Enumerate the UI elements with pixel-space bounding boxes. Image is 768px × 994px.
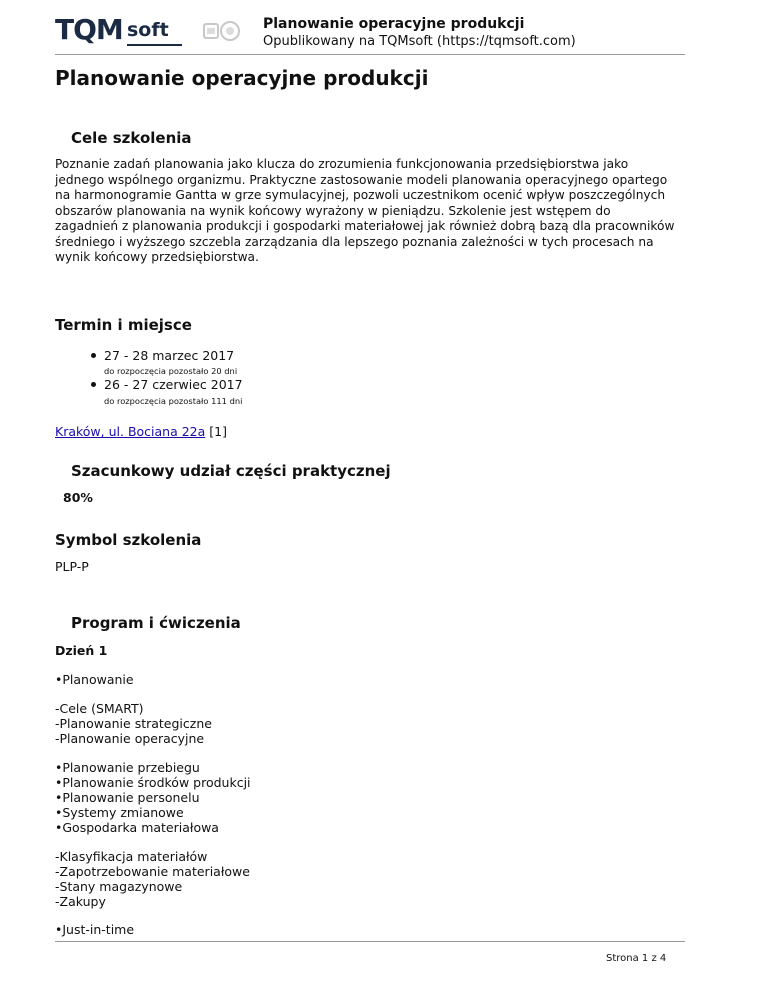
program-line: -Zapotrzebowanie materiałowe	[55, 864, 250, 879]
program-heading: Program i ćwiczenia	[71, 614, 241, 632]
goals-line: Poznanie zadań planowania jako klucza do zrozumienia funkcjonowania przedsiębiorstwa jako	[55, 157, 629, 171]
practical-heading: Szacunkowy udział części praktycznej	[71, 462, 391, 480]
goals-line: obszarów planowania na wynik końcowy wyrażony w pieniądzu. Szkolenie jest wstępem do	[55, 203, 611, 218]
goals-heading: Cele szkolenia	[71, 129, 192, 147]
program-line: •Just-in-time	[55, 922, 135, 937]
goals-line: średniego i wyższego szczebla zarządzania dla lepszego poznania zależności w tych procesach na	[55, 234, 654, 249]
schedule-heading: Termin i miejsce	[55, 316, 192, 334]
goals-line: na harmonogramie Gantta w grze symulacyjnej, pozwoli uczestnikom ocenić wpływ poszczególnych	[55, 188, 666, 202]
practical-value: 80%	[63, 490, 93, 505]
program-line: -Cele (SMART)	[55, 701, 144, 716]
goals-paragraph	[55, 157, 685, 266]
location-link[interactable]: Kraków, ul. Bociana 22a	[55, 424, 206, 439]
schedule-date-item	[91, 377, 243, 392]
goals-line: jednego wspólnego organizmu. Praktyczne zastosowanie modeli planowania operacyjnego opartego	[55, 172, 668, 187]
program-day: Dzień 1	[55, 643, 108, 658]
program-line: -Klasyfikacja materiałów	[55, 849, 208, 864]
schedule-date: 27 - 28 marzec 2017	[104, 348, 235, 363]
goals-line: wynik końcowy przedsiębiorstwa.	[55, 250, 259, 264]
program-line: •Gospodarka materiałowa	[55, 820, 219, 835]
program-line: -Planowanie strategiczne	[55, 716, 212, 731]
page-number: Strona 1 z 4	[606, 953, 667, 964]
symbol-value: PLP-P	[55, 559, 89, 574]
schedule-date: 26 - 27 czerwiec 2017	[104, 377, 243, 392]
symbol-heading: Symbol szkolenia	[55, 531, 202, 549]
tqmsoft-logo[interactable]	[55, 13, 185, 51]
location-line	[55, 424, 227, 439]
program-line: -Stany magazynowe	[55, 879, 183, 894]
footer-divider	[55, 941, 685, 942]
program-line: •Systemy zmianowe	[55, 805, 184, 820]
logo-text-primary: TQM	[55, 13, 123, 46]
schedule-countdown: do rozpoczęcia pozostało 111 dni	[104, 396, 243, 406]
program-line: -Planowanie operacyjne	[55, 731, 205, 746]
program-line: •Planowanie personelu	[55, 790, 200, 805]
page-header	[55, 14, 685, 54]
header-divider	[55, 54, 685, 55]
program-line: •Planowanie środków produkcji	[55, 775, 251, 790]
goals-line: zagadnień z planowania produkcji i gospodarki materiałowej jak również dobrą bazą dla pracowników	[55, 219, 675, 233]
page-title: Planowanie operacyjne produkcji	[55, 66, 429, 90]
logo-text-secondary: soft	[127, 19, 169, 41]
program-line: •Planowanie	[55, 672, 134, 687]
schedule-date-item	[91, 348, 234, 363]
logo-underline	[127, 44, 182, 46]
header-title: Planowanie operacyjne produkcji	[263, 16, 525, 32]
location-ref: [1]	[209, 424, 228, 439]
program-line: •Planowanie przebiegu	[55, 760, 200, 775]
bullet-icon	[91, 382, 96, 387]
program-line: -Zakupy	[55, 894, 106, 909]
logo-mark-icon	[203, 18, 243, 44]
bullet-icon	[91, 353, 96, 358]
header-published: Opublikowany na TQMsoft (https://tqmsoft.com)	[263, 34, 576, 49]
schedule-countdown: do rozpoczęcia pozostało 20 dni	[104, 366, 238, 376]
